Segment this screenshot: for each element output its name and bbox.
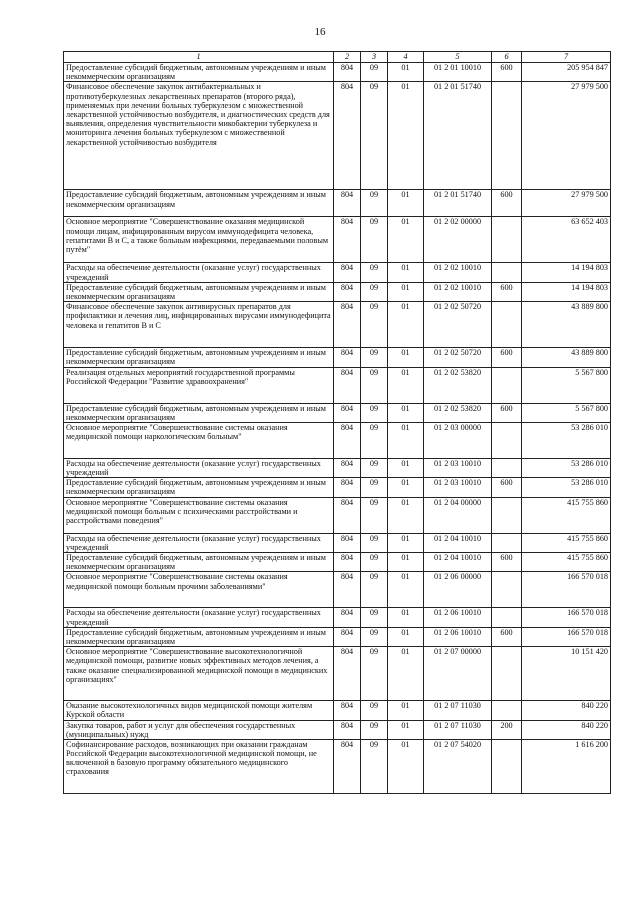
row-code-2: 804 xyxy=(334,553,361,572)
table-row xyxy=(64,348,611,367)
row-code-5: 01 2 04 00000 xyxy=(424,497,492,533)
table-row xyxy=(64,627,611,646)
row-code-2: 804 xyxy=(334,608,361,627)
table-row xyxy=(64,63,611,82)
row-code-3: 09 xyxy=(361,701,388,720)
row-code-3: 09 xyxy=(361,282,388,301)
row-code-5: 01 2 02 53820 xyxy=(424,403,492,422)
row-code-4: 01 xyxy=(388,739,424,793)
row-code-2: 804 xyxy=(334,497,361,533)
row-code-6 xyxy=(492,367,522,403)
row-code-3: 09 xyxy=(361,217,388,263)
row-code-3: 09 xyxy=(361,82,388,190)
row-code-6: 600 xyxy=(492,190,522,217)
row-code-5: 01 2 02 10010 xyxy=(424,282,492,301)
row-code-6: 600 xyxy=(492,553,522,572)
row-code-4: 01 xyxy=(388,647,424,701)
table-row xyxy=(64,190,611,217)
row-code-2: 804 xyxy=(334,302,361,348)
row-code-6 xyxy=(492,739,522,793)
row-code-4: 01 xyxy=(388,190,424,217)
table-row xyxy=(64,701,611,720)
row-name: Основное мероприятие "Совершенствование системы оказания медицинской помощи наркологическим больным" xyxy=(64,422,334,458)
row-code-3: 09 xyxy=(361,627,388,646)
row-amount: 166 570 018 xyxy=(522,572,611,608)
row-code-2: 804 xyxy=(334,348,361,367)
row-code-6 xyxy=(492,263,522,282)
row-amount: 5 567 800 xyxy=(522,403,611,422)
row-name: Расходы на обеспечение деятельности (оказание услуг) государственных учреждений xyxy=(64,263,334,282)
row-amount: 53 286 010 xyxy=(522,458,611,477)
row-code-3: 09 xyxy=(361,647,388,701)
row-code-2: 804 xyxy=(334,282,361,301)
row-code-4: 01 xyxy=(388,478,424,497)
row-name: Основное мероприятие "Совершенствование высокотехнологичной медицинской помощи, развитие новых эффективных методов лечения, а также оказание специализированной медицинской помощи в медицинских организациях" xyxy=(64,647,334,701)
row-code-6: 600 xyxy=(492,282,522,301)
row-amount: 840 220 xyxy=(522,701,611,720)
row-code-2: 804 xyxy=(334,403,361,422)
row-code-2: 804 xyxy=(334,458,361,477)
table-row xyxy=(64,263,611,282)
row-code-5: 01 2 03 10010 xyxy=(424,478,492,497)
row-amount: 14 194 803 xyxy=(522,282,611,301)
table-header-row xyxy=(64,52,611,63)
row-code-3: 09 xyxy=(361,263,388,282)
row-name: Предоставление субсидий бюджетным, автономным учреждениям и иным некоммерческим организациям xyxy=(64,348,334,367)
row-code-2: 804 xyxy=(334,701,361,720)
table-row xyxy=(64,720,611,739)
row-amount: 43 889 800 xyxy=(522,302,611,348)
row-code-3: 09 xyxy=(361,348,388,367)
row-code-4: 01 xyxy=(388,627,424,646)
table-row xyxy=(64,497,611,533)
row-code-2: 804 xyxy=(334,627,361,646)
row-code-4: 01 xyxy=(388,497,424,533)
row-code-5: 01 2 06 10010 xyxy=(424,608,492,627)
row-code-5: 01 2 02 50720 xyxy=(424,302,492,348)
row-name: Предоставление субсидий бюджетным, автономным учреждениям и иным некоммерческим организациям xyxy=(64,627,334,646)
row-name: Предоставление субсидий бюджетным, автономным учреждениям и иным некоммерческим организациям xyxy=(64,478,334,497)
row-code-4: 01 xyxy=(388,217,424,263)
row-code-3: 09 xyxy=(361,302,388,348)
row-code-6 xyxy=(492,302,522,348)
row-amount: 43 889 800 xyxy=(522,348,611,367)
header-cell: 7 xyxy=(522,52,611,63)
row-code-5: 01 2 07 54020 xyxy=(424,739,492,793)
row-code-2: 804 xyxy=(334,647,361,701)
row-amount: 53 286 010 xyxy=(522,478,611,497)
row-code-2: 804 xyxy=(334,63,361,82)
row-name: Расходы на обеспечение деятельности (оказание услуг) государственных учреждений xyxy=(64,458,334,477)
table-row xyxy=(64,478,611,497)
row-code-2: 804 xyxy=(334,367,361,403)
row-code-6: 600 xyxy=(492,348,522,367)
row-name: Оказание высокотехнологичных видов медицинской помощи жителям Курской области xyxy=(64,701,334,720)
table-row xyxy=(64,82,611,190)
row-amount: 5 567 800 xyxy=(522,367,611,403)
header-cell: 1 xyxy=(64,52,334,63)
row-code-6 xyxy=(492,217,522,263)
row-amount: 166 570 018 xyxy=(522,627,611,646)
table-row xyxy=(64,572,611,608)
row-code-3: 09 xyxy=(361,190,388,217)
row-code-5: 01 2 06 10010 xyxy=(424,627,492,646)
row-code-3: 09 xyxy=(361,458,388,477)
row-code-3: 09 xyxy=(361,720,388,739)
row-amount: 205 954 847 xyxy=(522,63,611,82)
row-code-5: 01 2 07 11030 xyxy=(424,720,492,739)
row-name: Расходы на обеспечение деятельности (оказание услуг) государственных учреждений xyxy=(64,608,334,627)
row-code-2: 804 xyxy=(334,739,361,793)
row-amount: 53 286 010 xyxy=(522,422,611,458)
row-code-4: 01 xyxy=(388,302,424,348)
row-code-4: 01 xyxy=(388,458,424,477)
row-amount: 840 220 xyxy=(522,720,611,739)
row-code-3: 09 xyxy=(361,553,388,572)
row-code-4: 01 xyxy=(388,422,424,458)
row-code-4: 01 xyxy=(388,720,424,739)
row-code-6: 600 xyxy=(492,627,522,646)
row-code-2: 804 xyxy=(334,263,361,282)
row-code-4: 01 xyxy=(388,348,424,367)
row-code-5: 01 2 01 51740 xyxy=(424,190,492,217)
row-code-4: 01 xyxy=(388,282,424,301)
row-name: Софинансирование расходов, возникающих при оказании гражданам Российской Федерации высокотехнологичной медицинской помощи, не включенной в базовую программу обязательного медицинского страхования xyxy=(64,739,334,793)
page-number: 16 xyxy=(314,26,326,38)
row-name: Предоставление субсидий бюджетным, автономным учреждениям и иным некоммерческим организациям xyxy=(64,282,334,301)
row-code-6: 600 xyxy=(492,478,522,497)
row-amount: 27 979 500 xyxy=(522,190,611,217)
row-code-2: 804 xyxy=(334,533,361,552)
row-code-5: 01 2 02 10010 xyxy=(424,263,492,282)
table-row xyxy=(64,553,611,572)
table-row xyxy=(64,533,611,552)
row-name: Расходы на обеспечение деятельности (оказание услуг) государственных учреждений xyxy=(64,533,334,552)
row-code-4: 01 xyxy=(388,608,424,627)
row-code-6: 600 xyxy=(492,63,522,82)
row-code-3: 09 xyxy=(361,422,388,458)
row-amount: 166 570 018 xyxy=(522,608,611,627)
row-code-4: 01 xyxy=(388,63,424,82)
row-name: Основное мероприятие "Совершенствование системы оказания медицинской помощи больным прочими заболеваниями" xyxy=(64,572,334,608)
row-amount: 27 979 500 xyxy=(522,82,611,190)
row-code-4: 01 xyxy=(388,82,424,190)
row-code-4: 01 xyxy=(388,533,424,552)
row-code-3: 09 xyxy=(361,533,388,552)
row-name: Предоставление субсидий бюджетным, автономным учреждениям и иным некоммерческим организациям xyxy=(64,403,334,422)
row-code-5: 01 2 02 00000 xyxy=(424,217,492,263)
row-code-4: 01 xyxy=(388,263,424,282)
header-cell: 5 xyxy=(424,52,492,63)
row-code-4: 01 xyxy=(388,553,424,572)
row-code-6 xyxy=(492,701,522,720)
row-code-5: 01 2 02 50720 xyxy=(424,348,492,367)
row-code-3: 09 xyxy=(361,403,388,422)
row-code-2: 804 xyxy=(334,190,361,217)
row-amount: 10 151 420 xyxy=(522,647,611,701)
row-name: Финансовое обеспечение закупок антивирусных препаратов для профилактики и лечения лиц, инфицированных вирусами иммунодефицита человека и гепатитов В и С xyxy=(64,302,334,348)
table-row xyxy=(64,739,611,793)
row-code-4: 01 xyxy=(388,701,424,720)
row-code-3: 09 xyxy=(361,367,388,403)
table-row xyxy=(64,217,611,263)
row-code-3: 09 xyxy=(361,572,388,608)
row-code-2: 804 xyxy=(334,217,361,263)
row-amount: 14 194 803 xyxy=(522,263,611,282)
row-name: Закупка товаров, работ и услуг для обеспечения государственных (муниципальных) нужд xyxy=(64,720,334,739)
table-row xyxy=(64,403,611,422)
row-code-4: 01 xyxy=(388,403,424,422)
row-code-3: 09 xyxy=(361,739,388,793)
table-body xyxy=(64,63,611,794)
row-code-6: 600 xyxy=(492,403,522,422)
row-amount: 415 755 860 xyxy=(522,553,611,572)
row-code-5: 01 2 07 00000 xyxy=(424,647,492,701)
row-code-6 xyxy=(492,422,522,458)
row-code-5: 01 2 01 51740 xyxy=(424,82,492,190)
row-name: Основное мероприятие "Совершенствование системы оказания медицинской помощи больным с психическими расстройствами и расстройствами поведения" xyxy=(64,497,334,533)
row-code-6 xyxy=(492,458,522,477)
row-amount: 415 755 860 xyxy=(522,497,611,533)
row-code-4: 01 xyxy=(388,367,424,403)
row-code-6: 200 xyxy=(492,720,522,739)
row-code-5: 01 2 02 53820 xyxy=(424,367,492,403)
table-row xyxy=(64,367,611,403)
row-code-6 xyxy=(492,533,522,552)
row-code-2: 804 xyxy=(334,478,361,497)
row-code-6 xyxy=(492,647,522,701)
row-code-4: 01 xyxy=(388,572,424,608)
row-code-2: 804 xyxy=(334,720,361,739)
row-amount: 63 652 403 xyxy=(522,217,611,263)
row-code-5: 01 2 01 10010 xyxy=(424,63,492,82)
row-code-5: 01 2 04 10010 xyxy=(424,553,492,572)
table-row xyxy=(64,422,611,458)
table-row xyxy=(64,647,611,701)
row-code-6 xyxy=(492,608,522,627)
row-code-6 xyxy=(492,497,522,533)
row-code-2: 804 xyxy=(334,572,361,608)
row-amount: 415 755 860 xyxy=(522,533,611,552)
row-code-3: 09 xyxy=(361,478,388,497)
row-code-5: 01 2 03 10010 xyxy=(424,458,492,477)
row-code-5: 01 2 06 00000 xyxy=(424,572,492,608)
row-code-6 xyxy=(492,572,522,608)
table-row xyxy=(64,302,611,348)
row-code-3: 09 xyxy=(361,608,388,627)
row-name: Финансовое обеспечение закупок антибактериальных и противотуберкулезных лекарственных препаратов (второго ряда), применяемых при лечении больных туберкулезом с множественной лекарственной устойчивостью возбудителя, и диагностических средств для выявления, определения чувствительности микобактерии туберкулеза и мониторинга лечения больных туберкулезом с множественной лекарственной устойчивостью возбудителя xyxy=(64,82,334,190)
header-cell: 2 xyxy=(334,52,361,63)
row-code-3: 09 xyxy=(361,63,388,82)
row-code-3: 09 xyxy=(361,497,388,533)
row-code-2: 804 xyxy=(334,82,361,190)
budget-table xyxy=(63,51,611,794)
table-row xyxy=(64,282,611,301)
header-cell: 3 xyxy=(361,52,388,63)
row-name: Предоставление субсидий бюджетным, автономным учреждениям и иным некоммерческим организациям xyxy=(64,190,334,217)
row-code-2: 804 xyxy=(334,422,361,458)
row-code-5: 01 2 07 11030 xyxy=(424,701,492,720)
header-cell: 6 xyxy=(492,52,522,63)
header-cell: 4 xyxy=(388,52,424,63)
row-code-6 xyxy=(492,82,522,190)
table-row xyxy=(64,608,611,627)
row-name: Предоставление субсидий бюджетным, автономным учреждениям и иным некоммерческим организациям xyxy=(64,63,334,82)
table-row xyxy=(64,458,611,477)
row-name: Предоставление субсидий бюджетным, автономным учреждениям и иным некоммерческим организациям xyxy=(64,553,334,572)
row-code-5: 01 2 04 10010 xyxy=(424,533,492,552)
row-code-5: 01 2 03 00000 xyxy=(424,422,492,458)
row-name: Реализация отдельных мероприятий государственной программы Российской Федерации "Развитие здравоохранения" xyxy=(64,367,334,403)
row-amount: 1 616 200 xyxy=(522,739,611,793)
row-name: Основное мероприятие "Совершенствование оказания медицинской помощи лицам, инфицированным вирусом иммунодефицита человека, гепатитами В и С, а также больным инфекциями, передаваемыми половым путём" xyxy=(64,217,334,263)
